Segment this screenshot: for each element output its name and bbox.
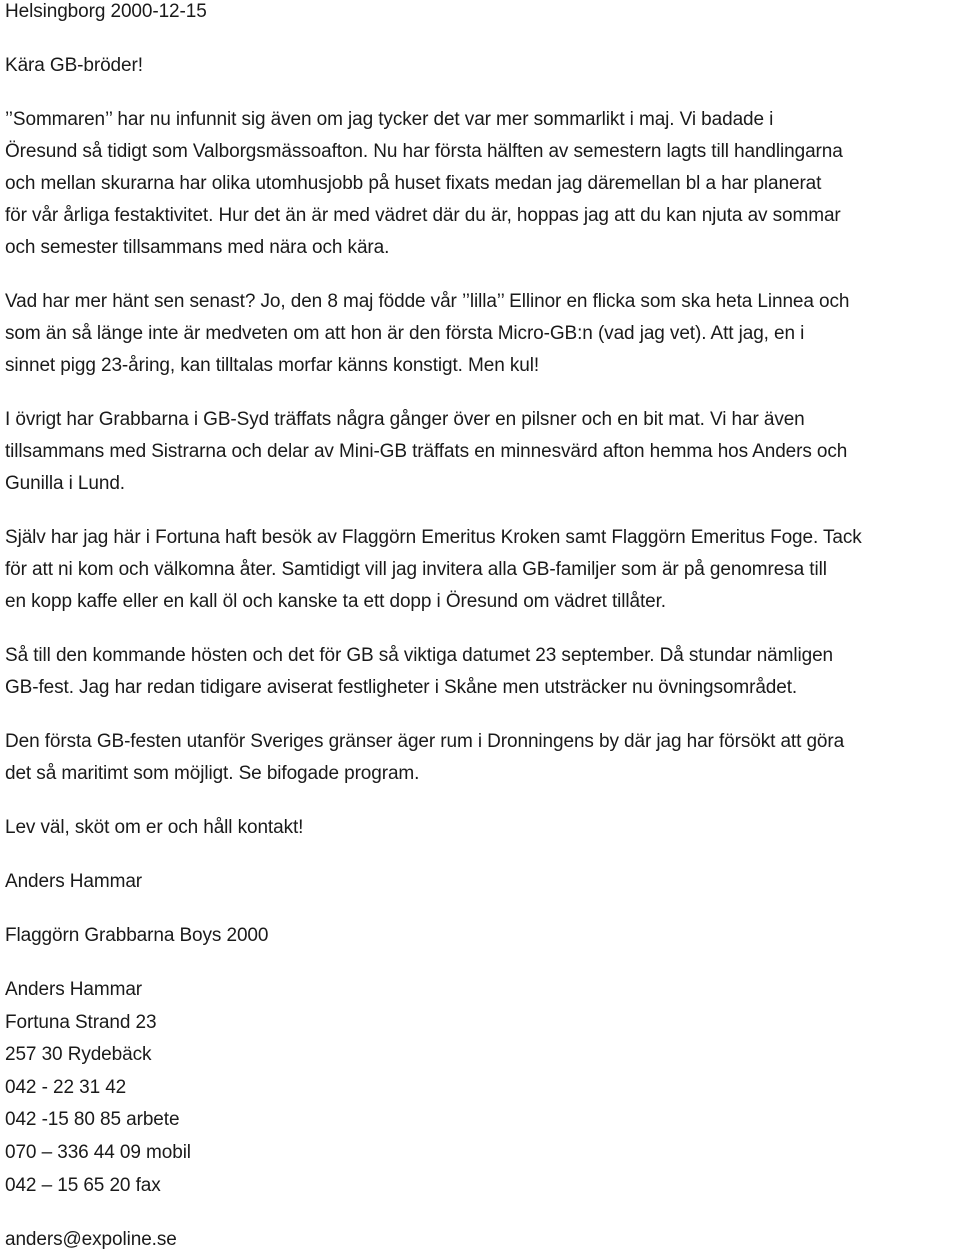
- paragraph-5: [5, 640, 955, 704]
- phone-work: 042 -15 80 85 arbete: [5, 1109, 180, 1131]
- paragraph-line: sinnet pigg 23-åring, kan tilltalas morfar känns konstigt. Men kul!: [5, 355, 540, 376]
- place-date: Helsingborg 2000-12-15: [5, 1, 207, 22]
- paragraph-line: ’’Sommaren’’ har nu infunnit sig även om jag tycker det var mer sommarlikt i maj. Vi badade i: [5, 109, 774, 130]
- address-postal: 257 30 Rydebäck: [5, 1044, 152, 1066]
- paragraph-1: [5, 104, 955, 264]
- paragraph-line: Själv har jag här i Fortuna haft besök av Flaggörn Emeritus Kroken samt Flaggörn Emeritus Foge. Tack: [5, 527, 862, 548]
- salutation: Kära GB-bröder!: [5, 55, 143, 76]
- email-address: anders@expoline.se: [5, 1229, 177, 1251]
- paragraph-4: [5, 522, 955, 618]
- signature-name: Anders Hammar: [5, 871, 143, 892]
- signature-title: Flaggörn Grabbarna Boys 2000: [5, 925, 269, 946]
- paragraph-6: [5, 726, 955, 790]
- paragraph-line: för vår årliga festaktivitet. Hur det än är med vädret där du är, hoppas jag att du kan njuta av sommar: [5, 205, 841, 226]
- address-block: [5, 974, 955, 1202]
- paragraph-line: Öresund så tidigt som Valborgsmässoafton. Nu har första hälften av semestern lagts till handlingarna: [5, 141, 843, 162]
- address-street: Fortuna Strand 23: [5, 1011, 157, 1033]
- paragraph-line: för att ni kom och välkomna åter. Samtidigt vill jag invitera alla GB-familjer som är på genomresa till: [5, 559, 827, 580]
- paragraph-line: GB-fest. Jag har redan tidigare aviserat festligheter i Skåne men utsträcker nu övningsområdet.: [5, 677, 798, 698]
- paragraph-2: [5, 286, 955, 382]
- letter-page: [5, 0, 955, 1256]
- paragraph-line: Så till den kommande hösten och det för GB så viktiga datumet 23 september. Då stundar nämligen: [5, 645, 834, 666]
- paragraph-3: [5, 404, 955, 500]
- address-name: Anders Hammar: [5, 979, 143, 1000]
- paragraph-line: I övrigt har Grabbarna i GB-Syd träffats några gånger över en pilsner och en bit mat. Vi har även: [5, 409, 805, 430]
- fax-number: 042 – 15 65 20 fax: [5, 1174, 161, 1196]
- phone-home: 042 - 22 31 42: [5, 1076, 127, 1098]
- closing: Lev väl, sköt om er och håll kontakt!: [5, 817, 304, 838]
- paragraph-line: en kopp kaffe eller en kall öl och kanske ta ett dopp i Öresund om vädret tillåter.: [5, 591, 666, 612]
- paragraph-line: det så maritimt som möjligt. Se bifogade program.: [5, 763, 420, 784]
- paragraph-line: Den första GB-festen utanför Sveriges gränser äger rum i Dronningens by där jag har försökt att göra: [5, 731, 845, 752]
- phone-mobile: 070 – 336 44 09 mobil: [5, 1141, 191, 1163]
- paragraph-line: och mellan skurarna har olika utomhusjobb på huset fixats medan jag däremellan bl a har planerat: [5, 173, 822, 194]
- paragraph-line: tillsammans med Sistrarna och delar av Mini-GB träffats en minnesvärd afton hemma hos Anders och: [5, 441, 848, 462]
- paragraph-line: och semester tillsammans med nära och kära.: [5, 237, 390, 258]
- paragraph-line: som än så länge inte är medveten om att hon är den första Micro-GB:n (vad jag vet). Att jag, en i: [5, 323, 805, 344]
- paragraph-line: Vad har mer hänt sen senast? Jo, den 8 maj födde vår ’’lilla’’ Ellinor en flicka som ska heta Linnea och: [5, 291, 850, 312]
- paragraph-line: Gunilla i Lund.: [5, 473, 125, 494]
